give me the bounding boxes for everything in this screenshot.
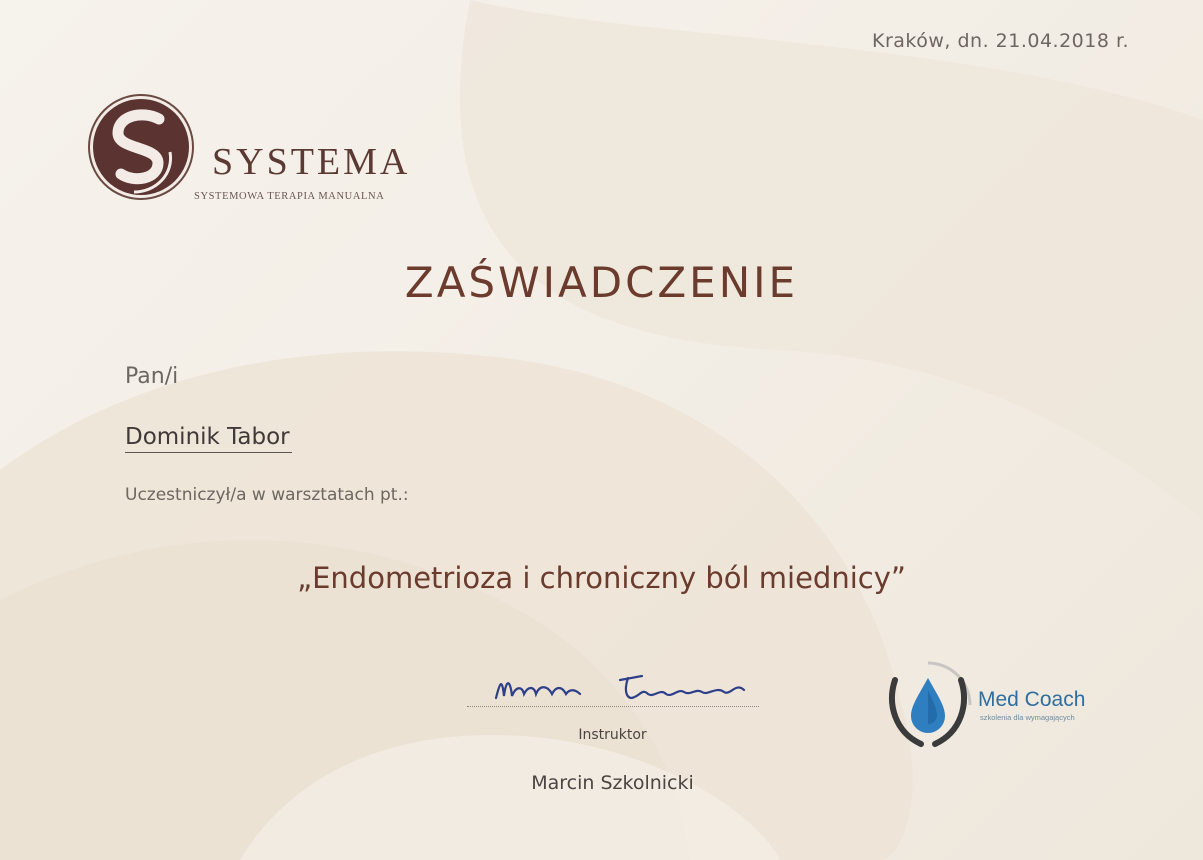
- issue-place-date: Kraków, dn. 21.04.2018 r.: [872, 30, 1130, 52]
- partner-name: Med Coach: [978, 688, 1086, 711]
- partner-tagline: szkolenia dla wymagających: [980, 713, 1075, 722]
- instructor-name: Marcin Szkolnicki: [531, 772, 694, 794]
- document-title: ZAŚWIADCZENIE: [404, 258, 799, 307]
- water-drop-logo-icon: [883, 660, 973, 750]
- signature-line: [467, 706, 759, 707]
- instructor-role-label: Instruktor: [578, 727, 647, 743]
- handwritten-signature-icon: [492, 668, 762, 708]
- course-title: „Endometrioza i chroniczny ból miednicy”: [297, 561, 906, 595]
- brand-name: SYSTEMA: [212, 141, 411, 183]
- brand-tagline: SYSTEMOWA TERAPIA MANUALNA: [194, 191, 385, 202]
- letter-s-logo-icon: [86, 92, 196, 202]
- salutation-label: Pan/i: [125, 364, 179, 389]
- participation-statement: Uczestniczył/a w warsztatach pt.:: [125, 485, 409, 505]
- recipient-name: Dominik Tabor: [125, 424, 292, 453]
